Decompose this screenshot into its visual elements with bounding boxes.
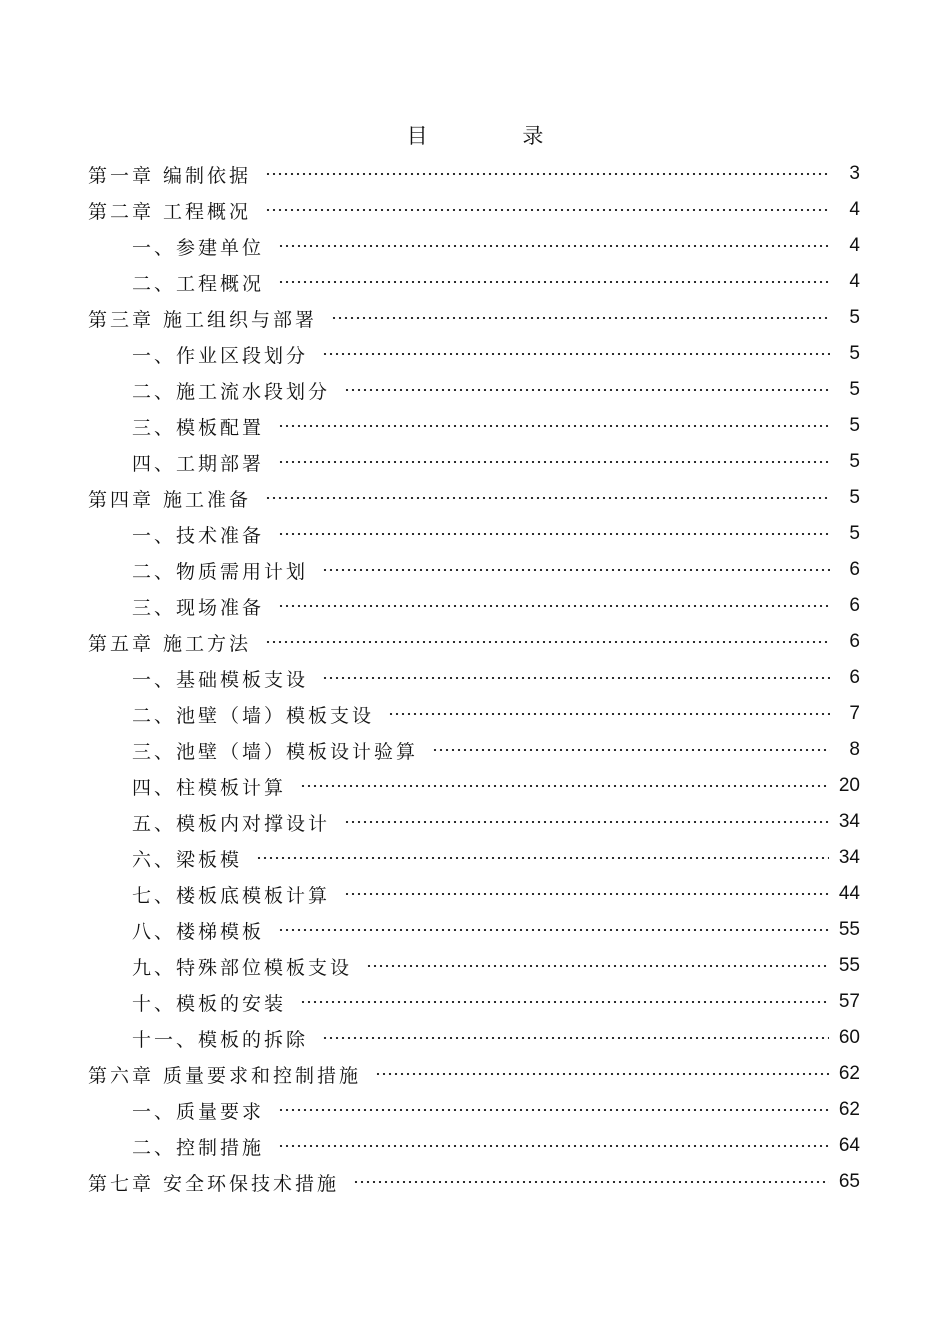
toc-page-number: 34 bbox=[838, 811, 860, 832]
dot-leader bbox=[322, 677, 830, 679]
toc-chapter-entry[interactable] bbox=[88, 1056, 860, 1092]
toc-entry-label: 二、施工流水段划分 bbox=[132, 380, 331, 403]
toc-page-number: 55 bbox=[838, 955, 860, 976]
dot-leader bbox=[331, 317, 830, 319]
toc-page-number: 3 bbox=[849, 163, 860, 184]
toc-entry-label: 第一章 编制依据 bbox=[88, 164, 252, 187]
toc-section-entry[interactable] bbox=[88, 516, 860, 552]
toc-section-entry[interactable] bbox=[88, 264, 860, 300]
toc-entry-label: 二、物质需用计划 bbox=[132, 560, 309, 583]
toc-chapter-entry[interactable] bbox=[88, 624, 860, 660]
dot-leader bbox=[278, 461, 830, 463]
toc-entry-label: 一、技术准备 bbox=[132, 524, 265, 547]
dot-leader bbox=[278, 605, 830, 607]
toc-section-entry[interactable] bbox=[88, 696, 860, 732]
toc-section-entry[interactable] bbox=[88, 408, 860, 444]
toc-page-number: 4 bbox=[849, 235, 860, 256]
toc-page-number: 5 bbox=[849, 451, 860, 472]
dot-leader bbox=[322, 569, 830, 571]
dot-leader bbox=[353, 1181, 829, 1183]
toc-entry-label: 三、现场准备 bbox=[132, 596, 265, 619]
dot-leader bbox=[278, 425, 830, 427]
table-of-contents bbox=[88, 156, 860, 1200]
toc-page-number: 5 bbox=[849, 379, 860, 400]
dot-leader bbox=[322, 1037, 829, 1039]
toc-entry-label: 第六章 质量要求和控制措施 bbox=[88, 1064, 362, 1087]
toc-entry-label: 三、池壁（墙）模板设计验算 bbox=[132, 740, 419, 763]
toc-chapter-entry[interactable] bbox=[88, 1164, 860, 1200]
toc-section-entry[interactable] bbox=[88, 588, 860, 624]
toc-section-entry[interactable] bbox=[88, 336, 860, 372]
toc-page-number: 60 bbox=[838, 1027, 860, 1048]
toc-section-entry[interactable] bbox=[88, 1092, 860, 1128]
dot-leader bbox=[278, 1145, 829, 1147]
toc-entry-label: 一、基础模板支设 bbox=[132, 668, 309, 691]
dot-leader bbox=[344, 389, 830, 391]
toc-entry-label: 三、模板配置 bbox=[132, 416, 265, 439]
dot-leader bbox=[300, 1001, 829, 1003]
toc-page-number: 20 bbox=[838, 775, 860, 796]
toc-section-entry[interactable] bbox=[88, 948, 860, 984]
toc-entry-label: 八、楼梯模板 bbox=[132, 920, 265, 943]
toc-entry-label: 七、楼板底模板计算 bbox=[132, 884, 331, 907]
toc-page-number: 65 bbox=[838, 1171, 860, 1192]
toc-section-entry[interactable] bbox=[88, 1020, 860, 1056]
toc-page-number: 6 bbox=[849, 595, 860, 616]
toc-section-entry[interactable] bbox=[88, 984, 860, 1020]
dot-leader bbox=[278, 245, 830, 247]
toc-section-entry[interactable] bbox=[88, 228, 860, 264]
toc-section-entry[interactable] bbox=[88, 732, 860, 768]
toc-page-number: 4 bbox=[849, 199, 860, 220]
toc-page-number: 8 bbox=[849, 739, 860, 760]
toc-entry-label: 六、梁板模 bbox=[132, 848, 243, 871]
toc-entry-label: 二、池壁（墙）模板支设 bbox=[132, 704, 375, 727]
toc-entry-label: 四、工期部署 bbox=[132, 452, 265, 475]
dot-leader bbox=[344, 821, 829, 823]
toc-title: 目 录 bbox=[406, 124, 588, 148]
toc-page-number: 62 bbox=[838, 1099, 860, 1120]
dot-leader bbox=[278, 281, 830, 283]
dot-leader bbox=[256, 857, 829, 859]
toc-section-entry[interactable] bbox=[88, 804, 860, 840]
toc-page-number: 34 bbox=[838, 847, 860, 868]
toc-page-number: 64 bbox=[838, 1135, 860, 1156]
dot-leader bbox=[322, 353, 830, 355]
toc-section-entry[interactable] bbox=[88, 444, 860, 480]
toc-section-entry[interactable] bbox=[88, 912, 860, 948]
toc-page-number: 4 bbox=[849, 271, 860, 292]
toc-section-entry[interactable] bbox=[88, 876, 860, 912]
toc-page-number: 5 bbox=[849, 523, 860, 544]
toc-entry-label: 十、模板的安装 bbox=[132, 992, 287, 1015]
toc-entry-label: 四、柱模板计算 bbox=[132, 776, 287, 799]
toc-entry-label: 一、作业区段划分 bbox=[132, 344, 309, 367]
toc-section-entry[interactable] bbox=[88, 768, 860, 804]
toc-entry-label: 第七章 安全环保技术措施 bbox=[88, 1172, 340, 1195]
toc-entry-label: 第三章 施工组织与部署 bbox=[88, 308, 318, 331]
toc-page-number: 5 bbox=[849, 307, 860, 328]
toc-section-entry[interactable] bbox=[88, 1128, 860, 1164]
toc-section-entry[interactable] bbox=[88, 552, 860, 588]
toc-entry-label: 五、模板内对撑设计 bbox=[132, 812, 331, 835]
toc-entry-label: 十一、模板的拆除 bbox=[132, 1028, 309, 1051]
toc-page-number: 5 bbox=[849, 487, 860, 508]
dot-leader bbox=[375, 1073, 829, 1075]
dot-leader bbox=[432, 749, 830, 751]
toc-page-number: 6 bbox=[849, 667, 860, 688]
toc-entry-label: 九、特殊部位模板支设 bbox=[132, 956, 353, 979]
toc-page-number: 57 bbox=[838, 991, 860, 1012]
toc-section-entry[interactable] bbox=[88, 840, 860, 876]
dot-leader bbox=[278, 1109, 829, 1111]
toc-entry-label: 二、控制措施 bbox=[132, 1136, 265, 1159]
toc-page-number: 6 bbox=[849, 559, 860, 580]
toc-page-number: 5 bbox=[849, 343, 860, 364]
toc-page-number: 7 bbox=[849, 703, 860, 724]
dot-leader bbox=[366, 965, 829, 967]
toc-chapter-entry[interactable] bbox=[88, 156, 860, 192]
toc-chapter-entry[interactable] bbox=[88, 480, 860, 516]
dot-leader bbox=[265, 641, 830, 643]
toc-page-number: 55 bbox=[838, 919, 860, 940]
dot-leader bbox=[265, 497, 830, 499]
toc-page-number: 5 bbox=[849, 415, 860, 436]
toc-entry-label: 第四章 施工准备 bbox=[88, 488, 252, 511]
dot-leader bbox=[300, 785, 829, 787]
dot-leader bbox=[265, 209, 830, 211]
toc-chapter-entry[interactable] bbox=[88, 300, 860, 336]
dot-leader bbox=[265, 173, 830, 175]
toc-entry-label: 一、质量要求 bbox=[132, 1100, 265, 1123]
dot-leader bbox=[388, 713, 830, 715]
dot-leader bbox=[344, 893, 829, 895]
toc-page-number: 6 bbox=[849, 631, 860, 652]
dot-leader bbox=[278, 533, 830, 535]
toc-entry-label: 二、工程概况 bbox=[132, 272, 265, 295]
toc-entry-label: 一、参建单位 bbox=[132, 236, 265, 259]
toc-entry-label: 第五章 施工方法 bbox=[88, 632, 252, 655]
dot-leader bbox=[278, 929, 829, 931]
toc-chapter-entry[interactable] bbox=[88, 192, 860, 228]
toc-entry-label: 第二章 工程概况 bbox=[88, 200, 252, 223]
toc-section-entry[interactable] bbox=[88, 660, 860, 696]
toc-page-number: 44 bbox=[838, 883, 860, 904]
toc-section-entry[interactable] bbox=[88, 372, 860, 408]
toc-page-number: 62 bbox=[838, 1063, 860, 1084]
